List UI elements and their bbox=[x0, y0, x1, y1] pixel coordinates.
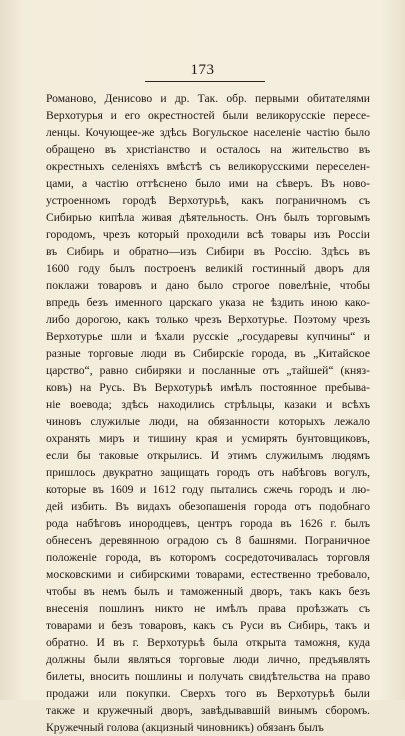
text-line: чиновъ служилые люди, на обязанности которыхъ лежало bbox=[46, 415, 370, 428]
text-line: ленцы. Кочующее-же здѣсь Вогульское населеніе частію было bbox=[46, 126, 370, 139]
text-line: царство“, равно сибиряки и посланные отъ „тайшей“ (княз- bbox=[46, 364, 370, 377]
text-line: чтобы въ немъ былъ и таможенный дворъ, такъ какъ безъ bbox=[46, 585, 370, 598]
text-line: либо дорогою, какъ только чрезъ Верхотурье. Поэтому чрезъ bbox=[46, 313, 370, 326]
text-line: цами, а частію оттѣснено было ими на сѣверъ. Въ ново- bbox=[46, 177, 370, 190]
page-number: 173 bbox=[190, 62, 215, 78]
text-line: Романово, Денисово и др. Так. обр. первыми обитателями bbox=[46, 92, 370, 105]
text-line: положеніе города, въ которомъ сосредоточивалась торговля bbox=[46, 551, 370, 564]
text-line: дей избить. Въ видахъ обезопашенія города отъ подобнаго bbox=[46, 500, 370, 513]
page-number-rule bbox=[145, 81, 265, 82]
text-line: обращено въ христіанство и осталось на жительство въ bbox=[46, 143, 370, 156]
text-line: если бы таковые открылись. И этимъ служилымъ людямъ bbox=[46, 449, 370, 462]
text-line: поклажи товаровъ и дано было строгое повелѣніе, чтобы bbox=[46, 279, 370, 292]
text-line: билеты, вносить пошлины и получать свидѣтельства на право bbox=[46, 670, 370, 683]
text-line: окрестныхъ селеніяхъ вмѣстѣ съ великорусскими переселен- bbox=[46, 160, 370, 173]
text-line: 1600 году былъ построенъ великій гостинный дворъ для bbox=[46, 262, 370, 275]
text-line: разные торговые люди въ Сибирскіе города, въ „Китайское bbox=[46, 347, 370, 360]
text-line: устроенномъ городѣ Верхотурьѣ, какъ пограничномъ съ bbox=[46, 194, 370, 207]
text-line: ніе воевода; здѣсь находились стрѣльцы, казаки и всѣхъ bbox=[46, 398, 370, 411]
body-text bbox=[46, 90, 370, 736]
text-line: должны были являться торговые люди лично, предъявлять bbox=[46, 653, 370, 666]
text-line: которые въ 1609 и 1612 году пытались сжечь городъ и лю- bbox=[46, 483, 370, 496]
text-line: московскими и сибирскими товарами, естественно требовало, bbox=[46, 568, 370, 581]
text-line: Верхотурье шли и ѣхали русскіе „государевы купчины“ и bbox=[46, 330, 370, 343]
text-line: впредь безъ именного царскаго указа не ѣздить иною како- bbox=[46, 296, 370, 309]
text-line: обнесенъ деревянною оградою съ 8 башнями. Пограничное bbox=[46, 534, 370, 547]
text-line: въ Сибирь и обратно—изъ Сибири въ Россію. Здѣсь въ bbox=[46, 245, 370, 258]
text-line: Верхотурья и его окрестностей были великорусскіе пересе- bbox=[46, 109, 370, 122]
text-line: также и кружечный дворъ, завѣдывавшій винымъ сборомъ. bbox=[46, 704, 370, 717]
text-line: товарами и безъ товаровъ, какъ съ Руси въ Сибирь, такъ и bbox=[46, 619, 370, 632]
text-line: внесенія пошлинъ никто не имѣлъ права проѣзжать съ bbox=[46, 602, 370, 615]
text-line: обратно. И въ г. Верхотурьѣ была открыта таможня, куда bbox=[46, 636, 370, 649]
text-line: городомъ, чрезъ который проходили всѣ товары изъ Россіи bbox=[46, 228, 370, 241]
text-line: рода набѣговъ инородцевъ, центръ города въ 1626 г. былъ bbox=[46, 517, 370, 530]
text-line: Сибирью кипѣла живая дѣятельность. Онъ былъ торговымъ bbox=[46, 211, 370, 224]
text-line: Кружечный голова (акцизный чиновникъ) обязанъ былъ bbox=[46, 721, 324, 734]
text-line: продажи или покупки. Сверхъ того въ Верхотурьѣ были bbox=[46, 687, 370, 700]
text-line: ковъ) на Русь. Въ Верхотурьѣ имѣлъ постоянное пребыва- bbox=[46, 381, 370, 394]
text-line: пришлось двукратно защищать городъ отъ набѣговъ вогулъ, bbox=[46, 466, 370, 479]
text-line: охранять миръ и тишину края и усмирять бунтовщиковъ, bbox=[46, 432, 370, 445]
